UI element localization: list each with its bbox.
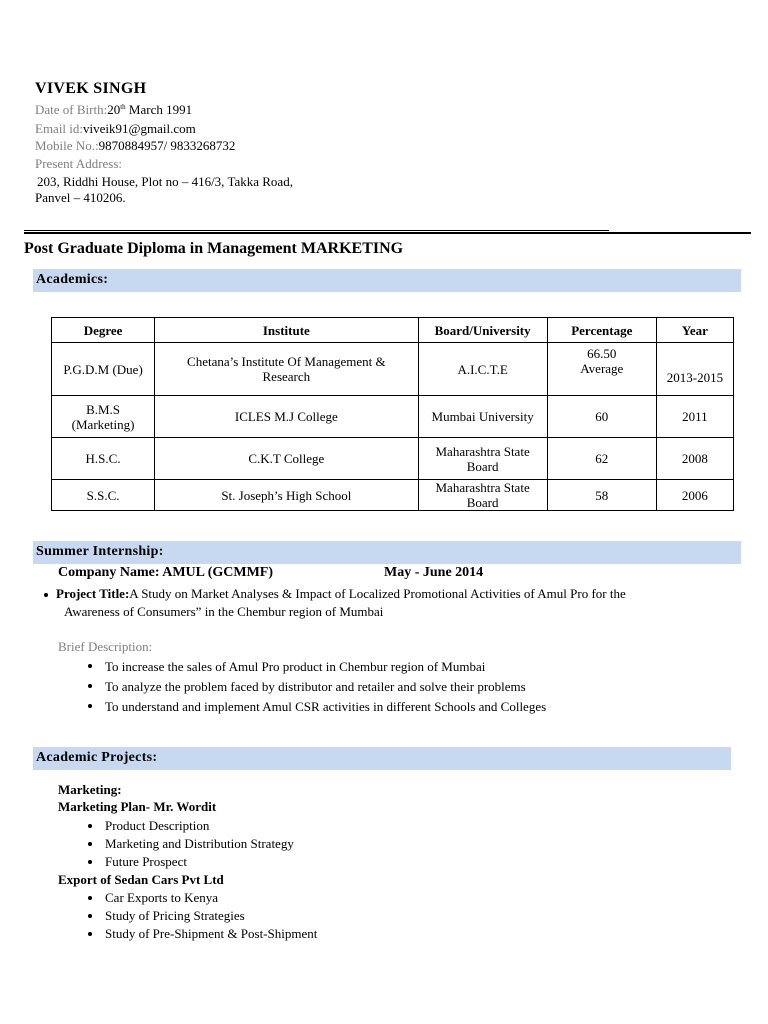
table-row bbox=[52, 438, 734, 480]
dob-suffix: th bbox=[120, 103, 126, 111]
list-item: Study of Pricing Strategies bbox=[105, 907, 317, 925]
section-internship: Summer Internship: bbox=[33, 541, 741, 564]
company-name: Company Name: AMUL (GCMMF) bbox=[58, 565, 274, 580]
program-title: Post Graduate Diploma in Management MARKETING bbox=[24, 240, 404, 257]
table-row bbox=[52, 480, 734, 511]
table-row bbox=[52, 396, 734, 438]
address-label: Present Address: bbox=[35, 156, 123, 171]
list-item: To analyze the problem faced by distributor and retailer and solve their problems bbox=[105, 677, 546, 697]
project-2-title: Export of Sedan Cars Pvt Ltd bbox=[58, 872, 224, 887]
email-value: viveik91@gmail.com bbox=[83, 121, 196, 136]
cell-year: 2008 bbox=[656, 438, 733, 480]
list-item: Car Exports to Kenya bbox=[105, 889, 317, 907]
col-degree: Degree bbox=[52, 318, 155, 343]
table-row bbox=[52, 343, 734, 396]
percentage-note: Average bbox=[580, 361, 624, 376]
col-institute: Institute bbox=[155, 318, 418, 343]
bullet-icon bbox=[44, 593, 48, 597]
dob-rest: March 1991 bbox=[125, 102, 193, 117]
list-item: To understand and implement Amul CSR activities in different Schools and Colleges bbox=[105, 697, 546, 717]
section-academics: Academics: bbox=[33, 269, 741, 292]
mobile-value: 9870884957/ 9833268732 bbox=[98, 138, 236, 153]
dob-label: Date of Birth bbox=[35, 102, 104, 117]
dob-colon: : bbox=[103, 102, 108, 117]
cell-institute: C.K.T College bbox=[155, 438, 418, 480]
divider bbox=[24, 232, 751, 234]
project-title-text: A Study on Market Analyses & Impact of Localized Promotional Activities of Amul Pro for the bbox=[129, 586, 626, 601]
academics-table bbox=[51, 317, 734, 511]
col-percentage: Percentage bbox=[547, 318, 656, 343]
cell-percentage: 60 bbox=[547, 396, 656, 438]
project-title-line bbox=[44, 585, 734, 602]
project-title-continued: Awareness of Consumers” in the Chembur region of Mumbai bbox=[64, 604, 384, 619]
brief-description-heading bbox=[58, 638, 152, 655]
candidate-name: VIVEK SINGH bbox=[35, 80, 147, 97]
cell-degree: S.S.C. bbox=[52, 480, 155, 511]
mobile-line bbox=[35, 137, 235, 154]
brief-label: Brief Description bbox=[58, 639, 149, 654]
cell-institute: St. Joseph’s High School bbox=[155, 480, 418, 511]
project-2-points bbox=[105, 889, 317, 943]
email-label: Email id: bbox=[35, 121, 84, 136]
cell-degree: B.M.S (Marketing) bbox=[52, 396, 155, 438]
cell-year: 2013-2015 bbox=[656, 343, 733, 396]
cell-degree: H.S.C. bbox=[52, 438, 155, 480]
section-projects: Academic Projects: bbox=[33, 747, 731, 770]
col-year: Year bbox=[656, 318, 733, 343]
list-item: Marketing and Distribution Strategy bbox=[105, 836, 294, 851]
list-item: Future Prospect bbox=[105, 853, 294, 871]
mobile-label: Mobile No.: bbox=[35, 138, 99, 153]
cell-board: Maharashtra State Board bbox=[418, 438, 547, 480]
cell-year: 2011 bbox=[656, 396, 733, 438]
cell-year: 2006 bbox=[656, 480, 733, 511]
list-item: Product Description bbox=[105, 817, 294, 835]
project-title-label: Project Title: bbox=[56, 586, 130, 601]
list-item: To increase the sales of Amul Pro product in Chembur region of Mumbai bbox=[105, 657, 546, 677]
dob-day: 20 bbox=[107, 102, 121, 117]
cell-percentage: 58 bbox=[547, 480, 656, 511]
dob-line bbox=[35, 101, 192, 118]
brief-points bbox=[105, 657, 546, 717]
percentage-value: 66.50 bbox=[587, 346, 617, 361]
brief-colon: : bbox=[148, 639, 153, 654]
cell-degree: P.G.D.M (Due) bbox=[52, 343, 155, 396]
cell-institute: ICLES M.J College bbox=[155, 396, 418, 438]
cell-percentage: 62 bbox=[547, 438, 656, 480]
internship-period: May - June 2014 bbox=[384, 565, 484, 580]
address-line-2: Panvel – 410206. bbox=[35, 190, 126, 205]
project-1-points bbox=[105, 817, 294, 871]
list-item: Study of Pre-Shipment & Post-Shipment bbox=[105, 926, 318, 941]
cell-board: Mumbai University bbox=[418, 396, 547, 438]
col-board: Board/University bbox=[418, 318, 547, 343]
divider-thin bbox=[24, 230, 609, 231]
cell-percentage bbox=[547, 343, 656, 396]
cell-board: A.I.C.T.E bbox=[418, 343, 547, 396]
cell-institute: Chetana’s Institute Of Management & Research bbox=[155, 343, 418, 396]
table-header-row bbox=[52, 318, 734, 343]
project-category: Marketing: bbox=[58, 782, 122, 797]
project-1-title: Marketing Plan- Mr. Wordit bbox=[58, 799, 217, 814]
email-line bbox=[35, 120, 196, 137]
address-line-1: 203, Riddhi House, Plot no – 416/3, Takka Road, bbox=[37, 174, 293, 189]
cell-board: Maharashtra State Board bbox=[418, 480, 547, 511]
